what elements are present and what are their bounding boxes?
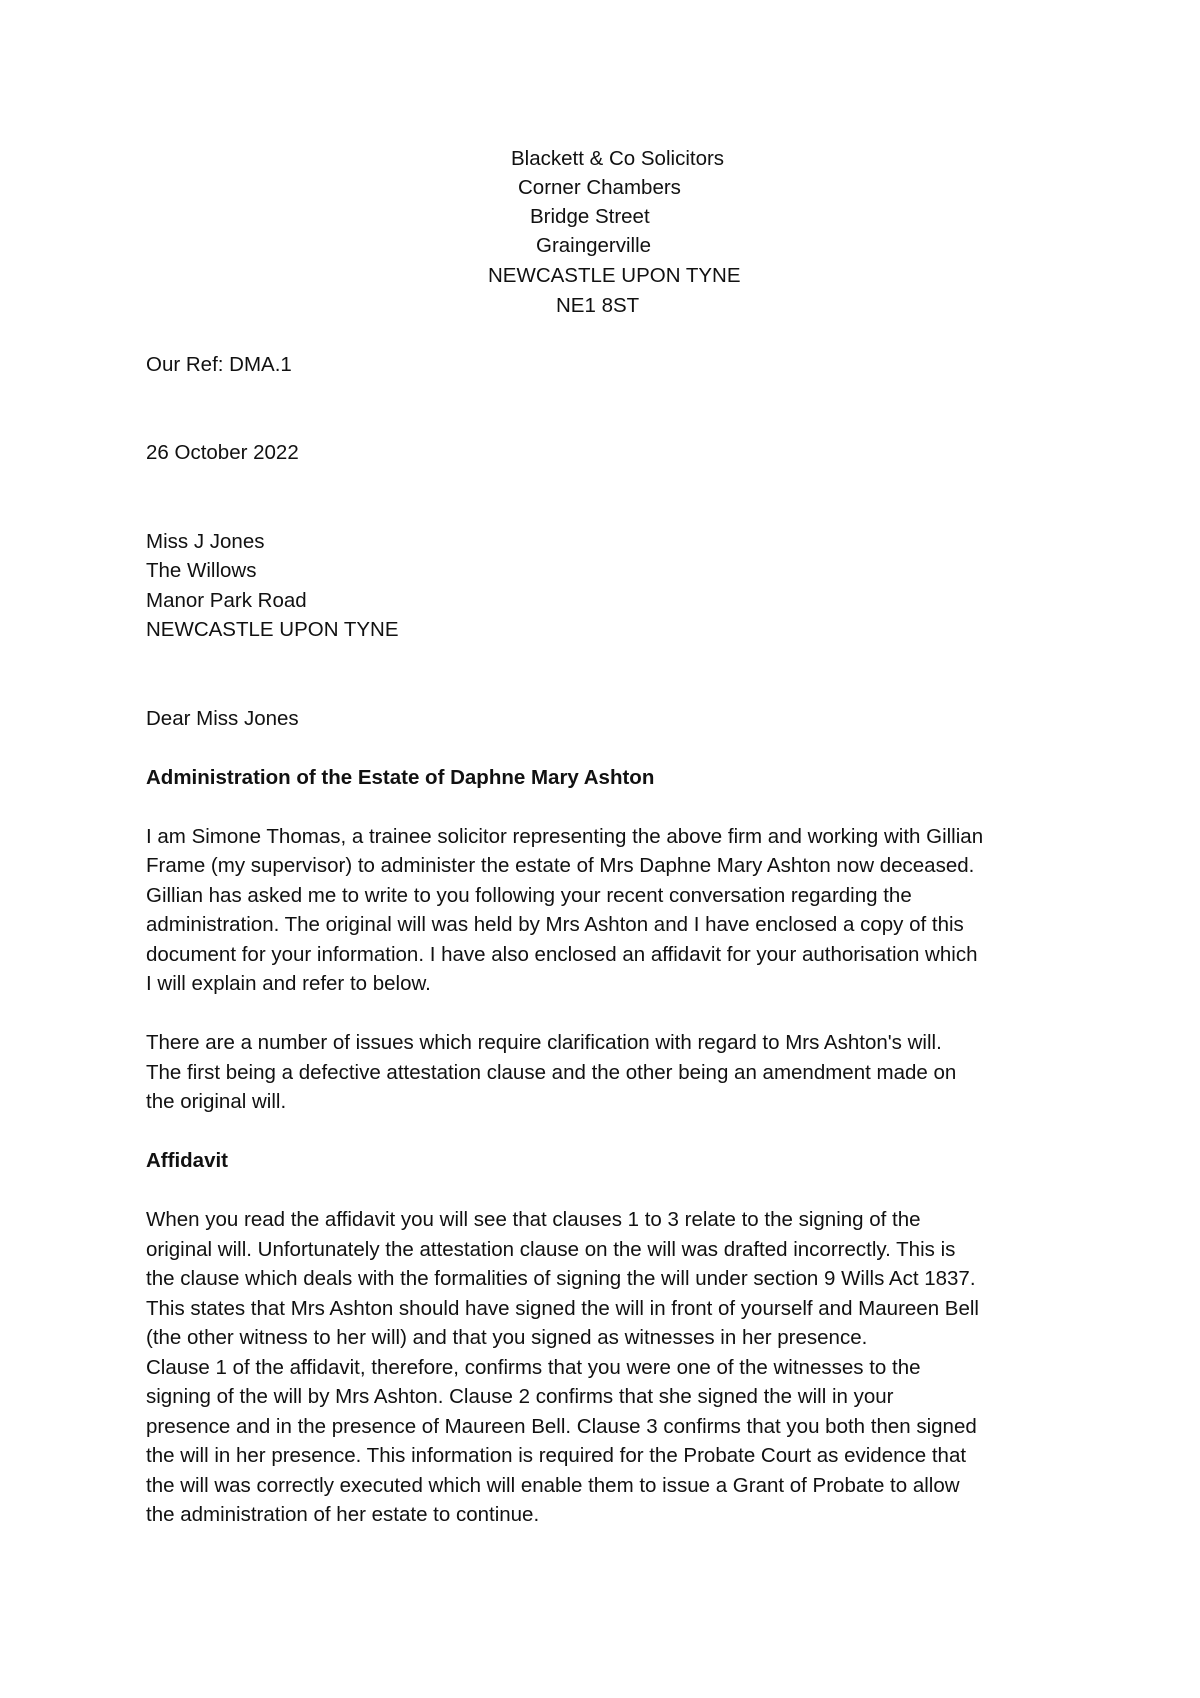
sender-name: Blackett & Co Solicitors <box>511 147 725 170</box>
recipient-city: NEWCASTLE UPON TYNE <box>146 618 399 641</box>
paragraph-3-line: the will in her presence. This information is required for the Probate Court as evidence that <box>146 1444 967 1467</box>
sender-address-line-2: Bridge Street <box>530 205 650 228</box>
paragraph-1-line: administration. The original will was held by Mrs Ashton and I have enclosed a copy of this <box>146 913 964 936</box>
recipient-address-line-2: Manor Park Road <box>146 589 307 612</box>
paragraph-3-line: the will was correctly executed which will enable them to issue a Grant of Probate to allow <box>146 1474 960 1497</box>
our-reference: Our Ref: DMA.1 <box>146 353 292 376</box>
paragraph-1-line: Gillian has asked me to write to you following your recent conversation regarding the <box>146 884 912 907</box>
paragraph-3-line: signing of the will by Mrs Ashton. Clause 2 confirms that she signed the will in your <box>146 1385 894 1408</box>
letter-date: 26 October 2022 <box>146 441 299 464</box>
recipient-address-line-1: The Willows <box>146 559 257 582</box>
paragraph-3-line: This states that Mrs Ashton should have signed the will in front of yourself and Maureen Bell <box>146 1297 979 1320</box>
sender-city: NEWCASTLE UPON TYNE <box>488 264 741 287</box>
affidavit-heading: Affidavit <box>146 1149 228 1172</box>
paragraph-2-line: the original will. <box>146 1090 287 1113</box>
subject-heading: Administration of the Estate of Daphne Mary Ashton <box>146 766 655 789</box>
paragraph-3-line: the administration of her estate to continue. <box>146 1503 540 1526</box>
paragraph-3-line: When you read the affidavit you will see that clauses 1 to 3 relate to the signing of the <box>146 1208 921 1231</box>
paragraph-1-line: Frame (my supervisor) to administer the estate of Mrs Daphne Mary Ashton now deceased. <box>146 854 975 877</box>
sender-address-line-3: Graingerville <box>536 234 652 257</box>
paragraph-3-line: (the other witness to her will) and that you signed as witnesses in her presence. <box>146 1326 868 1349</box>
recipient-name: Miss J Jones <box>146 530 265 553</box>
paragraph-3-line: original will. Unfortunately the attestation clause on the will was drafted incorrectly. This is <box>146 1238 956 1261</box>
paragraph-3-line: the clause which deals with the formalities of signing the will under section 9 Wills Act 1837. <box>146 1267 976 1290</box>
paragraph-2-line: There are a number of issues which require clarification with regard to Mrs Ashton's will. <box>146 1031 942 1054</box>
paragraph-1-line: document for your information. I have also enclosed an affidavit for your authorisation which <box>146 943 978 966</box>
paragraph-1-line: I am Simone Thomas, a trainee solicitor representing the above firm and working with Gillian <box>146 825 984 848</box>
salutation: Dear Miss Jones <box>146 707 299 730</box>
sender-postcode: NE1 8ST <box>556 294 640 317</box>
paragraph-3-line: Clause 1 of the affidavit, therefore, confirms that you were one of the witnesses to the <box>146 1356 921 1379</box>
paragraph-1-line: I will explain and refer to below. <box>146 972 431 995</box>
paragraph-3-line: presence and in the presence of Maureen Bell. Clause 3 confirms that you both then signed <box>146 1415 977 1438</box>
sender-address-line-1: Corner Chambers <box>518 176 681 199</box>
paragraph-2-line: The first being a defective attestation clause and the other being an amendment made on <box>146 1061 957 1084</box>
